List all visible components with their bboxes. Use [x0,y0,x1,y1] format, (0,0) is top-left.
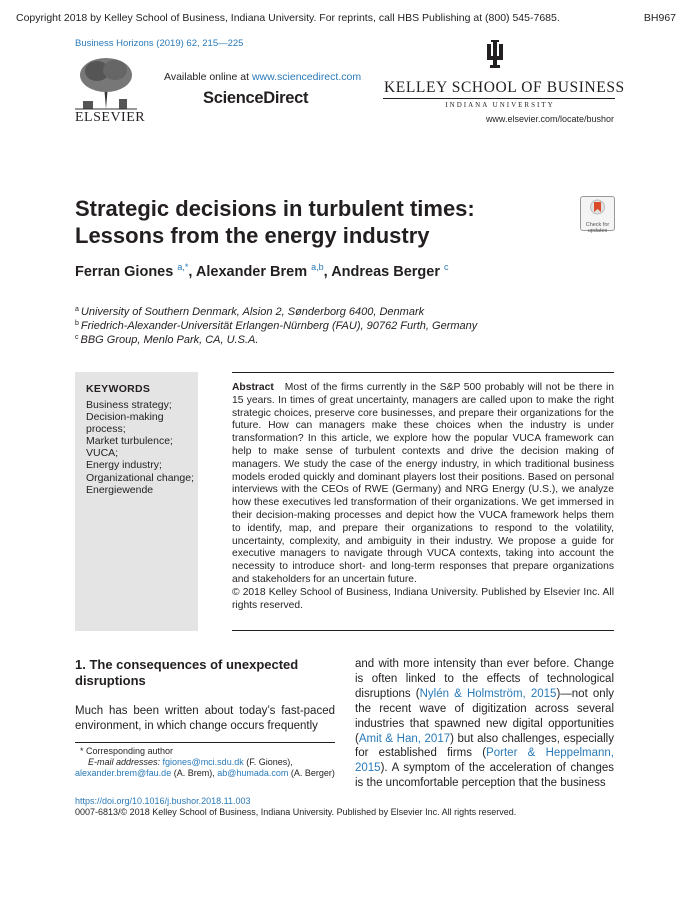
body-text: ) but also challenges, especially for established firms ( [355,732,614,760]
email-link[interactable]: alexander.brem@fau.de [75,768,172,778]
author-affiliation-mark[interactable]: a,* [177,262,189,272]
keyword-item: Business strategy; [86,399,172,411]
affiliation [75,306,424,318]
email-link[interactable]: ab@humada.com [217,768,289,778]
section-heading-line: 1. The consequences of unexpected [75,657,299,672]
kelley-divider [383,98,615,99]
kelley-school-wordmark: KELLEY SCHOOL OF BUSINESS [384,79,625,96]
iu-trident-icon [484,39,506,69]
abstract-text: Most of the firms currently in the S&P 500 probably will not be there in 15 years. In times of great uncertainty, managers are called upon to make the right strategic choices, preserve core businesses, and prepare their organizations for the future. How can managers make these choices when the industry is under transformation? In this article, we explore how the popular VUCA framework can help to make sense of turbulent contexts and drive the decision making of managers. We study the case of the energy industry, in which traditional business models eroded quickly and dominant players lost their positions. Based on personal interviews with the CEOs of RWE (Germany) and NRG Energy (U.S.), we analyze how these executives led transformation of their organizations. We get immersed in their decision-making processes and depict how the VUCA framework helps them to identify, map, and prepare their organizations to respond to the volatility, uncertainty, complexity, and ambiguity in their industry. We propose a guide for executive managers to navigate through VUCA contexts, taking into account the necessity to introduce short- and long-term responses that prepare organizations and stakeholders for an uncertain future. [232,382,614,585]
keyword-item: Market turbulence; [86,435,173,447]
email-owner: (A. Berger) [288,768,335,778]
sciencedirect-logo: ScienceDirect [203,89,309,107]
keyword-item: Organizational change; [86,472,194,484]
affiliation [75,334,258,346]
body-paragraph-left: Much has been written about today’s fast-paced environment, in which change occurs frequently [75,705,335,732]
keyword-item: process; [86,423,126,435]
author-name: Ferran Giones [75,264,174,280]
elsevier-wordmark: ELSEVIER [75,110,146,125]
elsevier-tree-logo [75,55,137,110]
affiliation-text: BBG Group, Menlo Park, CA, U.S.A. [80,334,259,346]
issn-copyright: 0007-6813/© 2018 Kelley School of Business, Indiana University. Published by Elsevier Inc. All rights reserved. [75,807,517,817]
affiliation-mark: b [75,320,79,327]
section-heading-line: disruptions [75,673,146,688]
affiliation-mark: c [75,334,79,341]
body-paragraph-right [355,657,614,791]
journal-citation-link[interactable]: Business Horizons (2019) 62, 215—225 [75,38,244,49]
citation-link[interactable]: Nylén & Holmström, 2015 [419,687,557,700]
title-line-2: Lessons from the energy industry [75,223,430,248]
available-prefix: Available online at [164,71,252,83]
keywords-heading: KEYWORDS [86,383,151,395]
author-name: Alexander Brem [195,264,308,280]
keyword-item: Energy industry; [86,459,162,471]
abstract-label: Abstract [232,382,274,393]
available-online [164,71,361,83]
abstract-copyright: © 2018 Kelley School of Business, Indiana University. Published by Elsevier Inc. All rights reserved. [232,586,614,611]
copyright-notice: Copyright 2018 by Kelley School of Business, Indiana University. For reprints, call HBS Publishing at (800) 545-7685. [16,12,560,24]
author-name: Andreas Berger [331,264,440,280]
article-title [75,195,565,249]
doi-link[interactable]: https://doi.org/10.1016/j.bushor.2018.11.003 [75,796,251,806]
body-text: and with more intensity than ever before. Change is often linked to the effects of technological disruptions ( [355,658,614,700]
affiliation-mark: a [75,306,79,313]
article-code: BH967 [643,12,676,24]
keyword-item: VUCA; [86,447,119,459]
citation-link[interactable]: Amit & Han, 2017 [358,732,451,745]
updates-label: updates [587,228,608,234]
author-affiliation-mark[interactable]: a,b [311,262,324,272]
sciencedirect-link[interactable]: www.sciencedirect.com [251,71,362,83]
email-owner: (A. Brem), [171,768,218,778]
title-line-1: Strategic decisions in turbulent times: [75,196,475,221]
abstract-block [232,382,614,612]
affiliation-text: University of Southern Denmark, Alsion 2, Sønderborg 6400, Denmark [80,306,425,318]
affiliation-text: Friedrich-Alexander-Universität Erlangen-Nürnberg (FAU), 90762 Furth, Germany [80,320,478,332]
author-list: Ferran Giones $^{a,*}$, Alexander Brem $^{a,b}$, Andreas Berger $^c$ [75,262,449,280]
citation-link[interactable]: Porter & Heppelmann, 2015 [355,747,614,775]
abstract-bottom-rule [232,630,614,631]
journal-homepage-url[interactable]: www.elsevier.com/locate/bushor [485,114,614,124]
email-label: E-mail addresses: [88,757,163,767]
keyword-item: Energiewende [86,484,154,496]
section-heading [75,657,335,689]
corresponding-author-note: * Corresponding author [80,746,174,756]
bookmark-icon [581,197,614,217]
check-for-updates-button[interactable] [580,196,615,234]
email-owner: (F. Giones), [243,757,293,767]
email-line [88,757,368,767]
body-text: ). A symptom of the acceleration of changes is the uncomfortable perception that the business [355,762,614,790]
body-text: )—not only the recent wave of digitization across several industries that spawned new digital opportunities ( [355,687,615,745]
keyword-item: Decision-making [86,411,164,423]
indiana-university-label: INDIANA UNIVERSITY [445,101,555,109]
affiliation [75,320,477,332]
check-for-label: Check for [585,222,610,228]
author-affiliation-mark[interactable]: c [444,262,449,272]
email-link[interactable]: fgiones@mci.sdu.dk [162,757,244,767]
abstract-top-rule [232,372,614,373]
email-line [75,768,355,778]
footnote-rule [75,742,335,743]
